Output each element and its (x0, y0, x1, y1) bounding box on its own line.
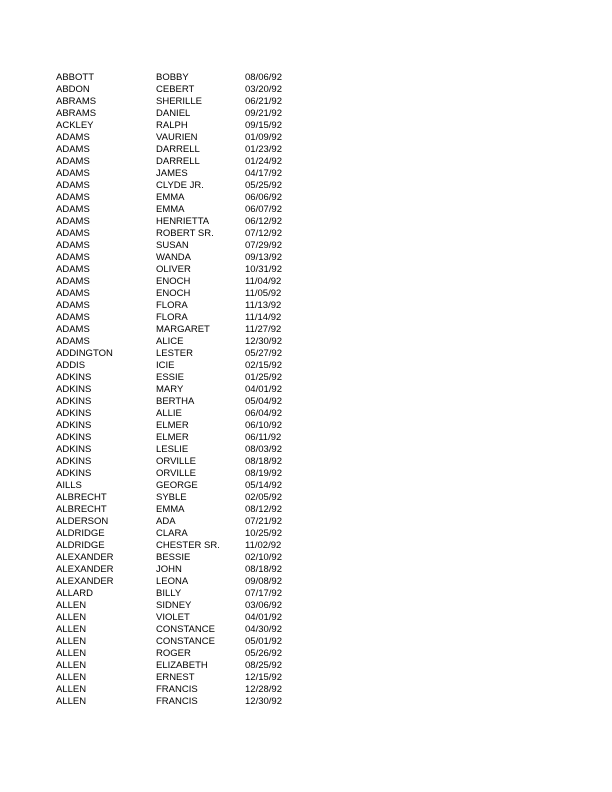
last-name: ADAMS (56, 312, 90, 323)
record-date: 02/10/92 (245, 552, 282, 563)
last-name: ALEXANDER (56, 576, 114, 587)
record-row (56, 552, 316, 564)
record-row (56, 108, 316, 120)
first-name: CLARA (156, 528, 188, 539)
first-name: ROGER (156, 648, 191, 659)
record-row (56, 504, 316, 516)
last-name: ADAMS (56, 228, 90, 239)
first-name: WANDA (156, 252, 192, 263)
record-row (56, 420, 316, 432)
record-date: 06/07/92 (245, 204, 282, 215)
record-date: 01/09/92 (245, 132, 282, 143)
record-row (56, 600, 316, 612)
last-name: ADAMS (56, 240, 90, 251)
record-row (56, 228, 316, 240)
first-name: HENRIETTA (156, 216, 210, 227)
record-row (56, 192, 316, 204)
last-name: ADAMS (56, 324, 90, 335)
first-name: MARY (156, 384, 184, 395)
record-row (56, 672, 316, 684)
record-date: 12/30/92 (245, 696, 282, 707)
last-name: ADKINS (56, 444, 92, 455)
record-date: 06/10/92 (245, 420, 282, 431)
record-date: 07/17/92 (245, 588, 282, 599)
last-name: ALLARD (56, 588, 93, 599)
first-name: FRANCIS (156, 696, 198, 707)
last-name: ALDERSON (56, 516, 109, 527)
record-row (56, 444, 316, 456)
record-date: 01/24/92 (245, 156, 282, 167)
record-date: 09/13/92 (245, 252, 282, 263)
last-name: ADKINS (56, 432, 92, 443)
record-row (56, 156, 316, 168)
record-date: 08/03/92 (245, 444, 282, 455)
record-row (56, 588, 316, 600)
last-name: ADAMS (56, 288, 90, 299)
record-date: 11/14/92 (245, 312, 282, 323)
first-name: BESSIE (156, 552, 191, 563)
record-date: 10/25/92 (245, 528, 282, 539)
record-row (56, 348, 316, 360)
first-name: JAMES (156, 168, 188, 179)
first-name: MARGARET (156, 324, 210, 335)
first-name: ELIZABETH (156, 660, 208, 671)
record-date: 06/12/92 (245, 216, 282, 227)
first-name: RALPH (156, 120, 188, 131)
first-name: ESSIE (156, 372, 184, 383)
last-name: ADKINS (56, 396, 92, 407)
record-row (56, 408, 316, 420)
first-name: ELMER (156, 432, 189, 443)
record-row (56, 132, 316, 144)
record-date: 08/12/92 (245, 504, 282, 515)
first-name: ROBERT SR. (156, 228, 214, 239)
record-row (56, 696, 316, 708)
record-row (56, 120, 316, 132)
first-name: ENOCH (156, 276, 191, 287)
first-name: CEBERT (156, 84, 195, 95)
first-name: FLORA (156, 312, 188, 323)
last-name: ALLEN (56, 684, 87, 695)
record-date: 01/25/92 (245, 372, 282, 383)
last-name: ALBRECHT (56, 504, 107, 515)
record-date: 04/17/92 (245, 168, 282, 179)
last-name: ABRAMS (56, 96, 97, 107)
first-name: DARRELL (156, 144, 200, 155)
first-name: ELMER (156, 420, 189, 431)
record-row (56, 528, 316, 540)
record-date: 12/30/92 (245, 336, 282, 347)
last-name: ABRAMS (56, 108, 97, 119)
last-name: ADAMS (56, 192, 90, 203)
first-name: SIDNEY (156, 600, 192, 611)
last-name: ALLEN (56, 696, 87, 707)
first-name: ERNEST (156, 672, 195, 683)
first-name: SYBLE (156, 492, 187, 503)
record-date: 03/20/92 (245, 84, 282, 95)
record-row (56, 300, 316, 312)
first-name: OLIVER (156, 264, 191, 275)
last-name: ADKINS (56, 468, 92, 479)
record-date: 11/05/92 (245, 288, 282, 299)
record-row (56, 372, 316, 384)
record-row (56, 312, 316, 324)
record-row (56, 660, 316, 672)
record-row (56, 360, 316, 372)
last-name: AILLS (56, 480, 82, 491)
last-name: ALLEN (56, 660, 87, 671)
record-date: 03/06/92 (245, 600, 282, 611)
last-name: ADAMS (56, 144, 90, 155)
last-name: ABBOTT (56, 72, 95, 83)
record-date: 11/02/92 (245, 540, 282, 551)
record-row (56, 204, 316, 216)
first-name: VIOLET (156, 612, 190, 623)
record-row (56, 180, 316, 192)
last-name: ADAMS (56, 180, 90, 191)
record-row (56, 396, 316, 408)
record-row (56, 324, 316, 336)
record-row (56, 468, 316, 480)
first-name: LESTER (156, 348, 193, 359)
last-name: ADAMS (56, 204, 90, 215)
record-row (56, 216, 316, 228)
record-row (56, 384, 316, 396)
first-name: LESLIE (156, 444, 189, 455)
record-date: 05/26/92 (245, 648, 282, 659)
last-name: ADKINS (56, 372, 92, 383)
last-name: ADKINS (56, 456, 92, 467)
record-date: 12/28/92 (245, 684, 282, 695)
record-row (56, 564, 316, 576)
first-name: CONSTANCE (156, 624, 215, 635)
record-row (56, 648, 316, 660)
first-name: EMMA (156, 192, 185, 203)
first-name: LEONA (156, 576, 189, 587)
last-name: ALEXANDER (56, 564, 114, 575)
last-name: ADAMS (56, 132, 90, 143)
record-row (56, 144, 316, 156)
first-name: DANIEL (156, 108, 191, 119)
record-date: 08/25/92 (245, 660, 282, 671)
record-date: 04/30/92 (245, 624, 282, 635)
last-name: ADDIS (56, 360, 86, 371)
last-name: ALBRECHT (56, 492, 107, 503)
first-name: VAURIEN (156, 132, 198, 143)
record-row (56, 516, 316, 528)
first-name: BOBBY (156, 72, 189, 83)
first-name: ENOCH (156, 288, 191, 299)
last-name: ALDRIDGE (56, 540, 105, 551)
first-name: EMMA (156, 204, 185, 215)
last-name: ADAMS (56, 264, 90, 275)
last-name: ADKINS (56, 408, 92, 419)
record-date: 10/31/92 (245, 264, 282, 275)
record-date: 08/18/92 (245, 456, 282, 467)
first-name: ICIE (156, 360, 175, 371)
records-list (56, 72, 316, 708)
record-date: 07/29/92 (245, 240, 282, 251)
record-row (56, 240, 316, 252)
record-date: 04/01/92 (245, 612, 282, 623)
record-date: 07/21/92 (245, 516, 282, 527)
first-name: FLORA (156, 300, 188, 311)
first-name: ORVILLE (156, 456, 196, 467)
record-date: 05/14/92 (245, 480, 282, 491)
record-date: 08/06/92 (245, 72, 282, 83)
first-name: ORVILLE (156, 468, 196, 479)
record-row (56, 492, 316, 504)
record-row (56, 252, 316, 264)
record-row (56, 540, 316, 552)
last-name: ADAMS (56, 156, 90, 167)
record-date: 11/27/92 (245, 324, 282, 335)
record-date: 09/15/92 (245, 120, 282, 131)
record-date: 07/12/92 (245, 228, 282, 239)
first-name: SHERILLE (156, 96, 202, 107)
record-row (56, 636, 316, 648)
record-date: 09/08/92 (245, 576, 282, 587)
record-date: 04/01/92 (245, 384, 282, 395)
record-date: 05/01/92 (245, 636, 282, 647)
last-name: ADDINGTON (56, 348, 113, 359)
record-row (56, 276, 316, 288)
record-row (56, 336, 316, 348)
record-row (56, 480, 316, 492)
record-row (56, 624, 316, 636)
record-row (56, 456, 316, 468)
last-name: ABDON (56, 84, 90, 95)
record-date: 11/13/92 (245, 300, 282, 311)
record-date: 06/06/92 (245, 192, 282, 203)
record-date: 11/04/92 (245, 276, 282, 287)
record-date: 08/19/92 (245, 468, 282, 479)
first-name: CLYDE JR. (156, 180, 204, 191)
last-name: ALLEN (56, 600, 87, 611)
record-date: 08/18/92 (245, 564, 282, 575)
record-date: 05/27/92 (245, 348, 282, 359)
last-name: ALLEN (56, 624, 87, 635)
record-date: 01/23/92 (245, 144, 282, 155)
record-row (56, 288, 316, 300)
last-name: ADAMS (56, 216, 90, 227)
record-date: 06/21/92 (245, 96, 282, 107)
record-date: 05/04/92 (245, 396, 282, 407)
record-row (56, 96, 316, 108)
first-name: FRANCIS (156, 684, 198, 695)
last-name: ADAMS (56, 168, 90, 179)
first-name: BERTHA (156, 396, 195, 407)
first-name: BILLY (156, 588, 182, 599)
last-name: ADKINS (56, 384, 92, 395)
first-name: ALLIE (156, 408, 182, 419)
last-name: ACKLEY (56, 120, 94, 131)
first-name: GEORGE (156, 480, 198, 491)
record-row (56, 72, 316, 84)
last-name: ALDRIDGE (56, 528, 105, 539)
record-row (56, 612, 316, 624)
last-name: ADAMS (56, 336, 90, 347)
first-name: CONSTANCE (156, 636, 215, 647)
record-row (56, 264, 316, 276)
record-row (56, 84, 316, 96)
record-date: 06/04/92 (245, 408, 282, 419)
record-date: 12/15/92 (245, 672, 282, 683)
record-row (56, 684, 316, 696)
first-name: SUSAN (156, 240, 189, 251)
first-name: CHESTER SR. (156, 540, 220, 551)
last-name: ALEXANDER (56, 552, 114, 563)
last-name: ADAMS (56, 252, 90, 263)
record-date: 09/21/92 (245, 108, 282, 119)
last-name: ADAMS (56, 300, 90, 311)
record-row (56, 576, 316, 588)
record-date: 05/25/92 (245, 180, 282, 191)
first-name: JOHN (156, 564, 182, 575)
record-date: 06/11/92 (245, 432, 282, 443)
first-name: DARRELL (156, 156, 200, 167)
record-row (56, 168, 316, 180)
record-date: 02/15/92 (245, 360, 282, 371)
first-name: ADA (156, 516, 176, 527)
first-name: EMMA (156, 504, 185, 515)
last-name: ALLEN (56, 636, 87, 647)
last-name: ALLEN (56, 672, 87, 683)
record-date: 02/05/92 (245, 492, 282, 503)
last-name: ADKINS (56, 420, 92, 431)
last-name: ALLEN (56, 648, 87, 659)
first-name: ALICE (156, 336, 184, 347)
record-row (56, 432, 316, 444)
last-name: ALLEN (56, 612, 87, 623)
last-name: ADAMS (56, 276, 90, 287)
